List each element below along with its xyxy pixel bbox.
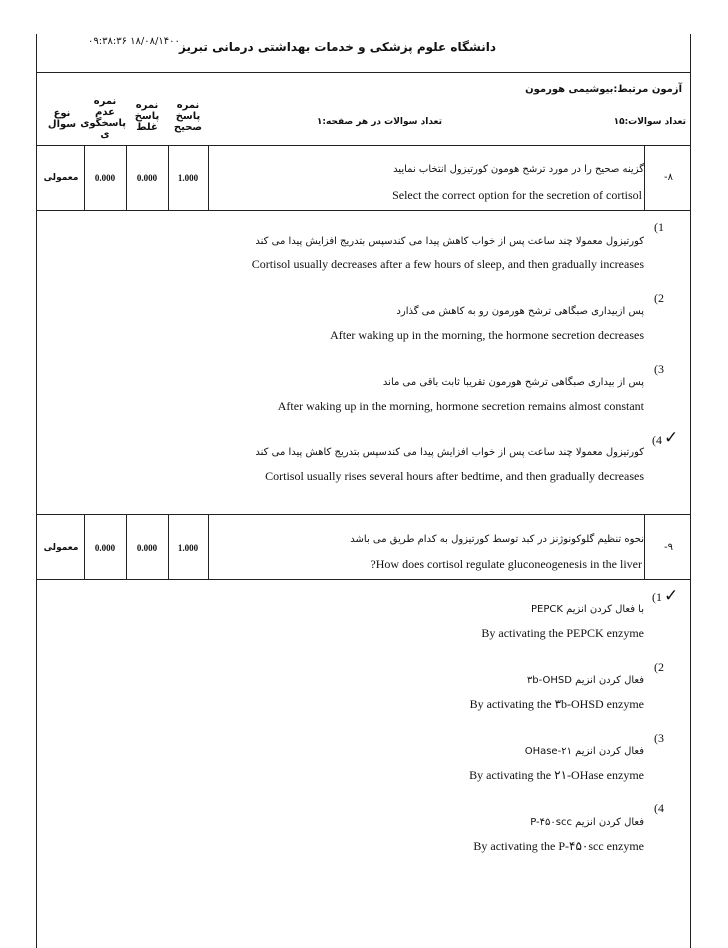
questions-per-page: تعداد سوالات در هر صفحه:۱ (316, 117, 442, 127)
q8-number: -۸ (664, 172, 673, 183)
q8-sep-d (208, 145, 209, 211)
q8-opt2-en: After waking up in the morning, the hormone secretion decreases (330, 328, 644, 342)
exam-title: آزمون مرتبط:بیوشیمی هورمون (525, 84, 682, 95)
q8-opt3-fa: پس از بیداری صبگاهی ترشح هورمون تقریبا ثابت باقی می ماند (382, 377, 644, 388)
q9-sep-e (644, 514, 645, 580)
header-rule (36, 72, 691, 73)
q8-opt1-fa: کورتیزول معمولا چند ساعت پس از خواب کاهش پیدا می کندسپس بتدریج افزایش پیدا می کند (255, 236, 644, 247)
q9-text-fa: نحوه تنظیم گلوکونوژنز در کبد توسط کورتیزول به کدام طریق می باشد (350, 534, 644, 545)
q8-opt3-en: After waking up in the morning, hormone secretion remains almost constant (277, 399, 644, 413)
q9-number: -۹ (664, 542, 673, 553)
q9-opt4-en: By activating the P-۴۵۰scc enzyme (473, 839, 644, 853)
col-question-type: نوع سوال (47, 108, 77, 130)
q9-opt1-number: (1 (652, 590, 662, 604)
q9-opt4-fa: فعال کردن انزیم P-۴۵۰scc (530, 817, 644, 828)
q8-opt4-fa: کورتیزول معمولا چند ساعت پس از خواب افزایش پیدا می کندسپس بتدریج کاهش پیدا می کند (255, 447, 644, 458)
q8-type: معمولی (43, 173, 79, 183)
q8-opt3-number: (3 (654, 362, 664, 376)
q8-wrong-score: 0.000 (136, 173, 158, 183)
q9-opt2-en: By activating the ۳b-OHSD enzyme (469, 697, 644, 711)
q8-sep-e (644, 145, 645, 211)
q8-text-en: Select the correct option for the secretion of cortisol (392, 188, 642, 202)
total-questions: تعداد سوالات:۱۵ (613, 117, 686, 127)
q8-opt2-number: (2 (654, 291, 664, 305)
col-unanswered-score: نمره عدم پاسخگوی ی (80, 96, 126, 140)
q9-wrong-score: 0.000 (136, 543, 158, 553)
q8-correct-score: 1.000 (177, 173, 199, 183)
q8-opt2-fa: پس ازبیداری صبگاهی ترشح هورمون رو به کاهش می گذارد (396, 306, 644, 317)
col-correct-score: نمره پاسخ صحیح (173, 100, 203, 133)
q9-correct-score: 1.000 (177, 543, 199, 553)
col-wrong-score: نمره پاسخ غلط (134, 100, 160, 133)
q9-opt3-number: (3 (654, 731, 664, 745)
q8-text-fa: گزینه صحیح را در مورد ترشح هومون کورتیزول انتخاب نمایید (393, 164, 644, 175)
q8-opt4-en: Cortisol usually rises several hours after bedtime, and then gradually decreases (265, 469, 644, 483)
q9-type: معمولی (43, 543, 79, 553)
q9-opt2-number: (2 (654, 660, 664, 674)
q8-unanswered-score: 0.000 (94, 173, 116, 183)
q9-sep-d (208, 514, 209, 580)
check-mark-icon: ✓ (664, 428, 679, 448)
q8-bottom-rule (36, 210, 691, 211)
q8-opt1-en: Cortisol usually decreases after a few hours of sleep, and then gradually increases (251, 257, 644, 271)
q8-opt1-number: (1 (654, 220, 664, 234)
q9-top-rule (36, 514, 691, 515)
left-border (36, 34, 37, 948)
q9-unanswered-score: 0.000 (94, 543, 116, 553)
q9-opt1-fa: با فعال کردن انزیم PEPCK (531, 604, 644, 615)
university-title: دانشگاه علوم پزشکی و خدمات بهداشتی درمانی تبریز (179, 40, 496, 54)
q9-opt4-number: (4 (654, 801, 664, 815)
q9-text-en: ?How does cortisol regulate gluconeogenesis in the liver (370, 557, 642, 571)
q9-opt2-fa: فعال کردن انزیم ۳b-OHSD (526, 675, 644, 686)
check-mark-icon: ✓ (664, 586, 679, 606)
q9-opt1-en: By activating the PEPCK enzyme (481, 626, 644, 640)
q9-bottom-rule (36, 579, 691, 580)
print-datetime: ۰۹:۳۸:۳۶ ۱۸/۰۸/۱۴۰۰ (88, 36, 180, 47)
q8-top-rule (36, 145, 691, 146)
q9-opt3-en: By activating the ۲۱-OHase enzyme (469, 768, 644, 782)
q8-opt4-number: (4 (652, 433, 662, 447)
q9-opt3-fa: فعال کردن انزیم ۲۱-OHase (524, 746, 644, 757)
right-border (690, 34, 691, 948)
